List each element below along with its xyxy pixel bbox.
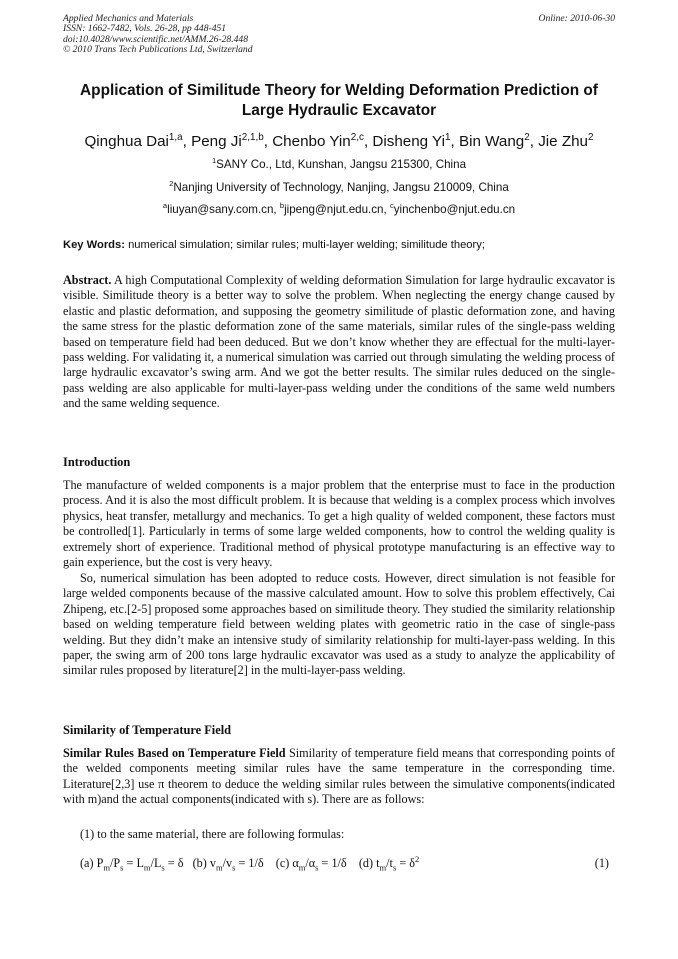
keywords: [63, 238, 615, 252]
abstract-label: Abstract.: [63, 273, 112, 287]
section-heading-similarity: Similarity of Temperature Field: [63, 723, 232, 737]
equation-body: (a) $P_m/P_s = L_m/L_s = \delta$ (b) $v_m/v_s = 1/\delta$ (c) $\alpha_m/\alpha_s = 1/\delta$ (d) $t_m/t_s = \delta^2$: [80, 853, 420, 873]
affiliation-1: $^1$SANY Co., Ltd, Kunshan, Jangsu 215300, China: [211, 156, 467, 171]
journal-meta: [63, 14, 615, 56]
author-6: Jie Zhu$^2$: [538, 131, 594, 150]
copyright: © 2010 Trans Tech Publications Ltd, Switzerland: [63, 44, 253, 56]
keywords-label: Key Words:: [63, 239, 125, 251]
equation-1: [80, 853, 615, 873]
keywords-text: numerical simulation; similar rules; multi-layer welding; similitude theory;: [124, 239, 485, 251]
abstract-text: A high Computational Complexity of welding deformation Simulation for large hydraulic excavator is visible. Similitude theory is a better way to solve the problem. When neglecting the energy change caused by elastic and plastic deformation, and supposing the geometry similitude of plastic deformation zone, and having the same stress for the plastic deformation zone of the same materials, similar rules of the single-pass welding based on temperature field had been deduced. But we don’t know whether they are effectual for the multi-layer-pass welding. For validating it, a numerical simulation was carried out through simulating the welding process of large hydraulic excavator’s swing arm. And we got the better results. The similar rules deduced on the single-pass welding are also applicable for multi-layer-pass welding under the conditions of the same weld numbers and the same welding sequence.: [63, 273, 615, 411]
doi: doi:10.4028/www.scientific.net/AMM.26-28.448: [63, 33, 249, 45]
paper-title: Application of Similitude Theory for Welding Deformation Prediction of Large Hydraulic Excavator: [80, 82, 598, 119]
subheading: Similar Rules Based on Temperature Field: [63, 746, 286, 760]
section-heading-introduction: Introduction: [63, 455, 131, 469]
author-1: Qinghua Dai$^{1,a}$,: [84, 131, 192, 150]
paragraph: So, numerical simulation has been adopted to reduce costs. However, direct simulation is not feasible for large welded components because of the massive calculated amount. How to solve this problem effectively, Cai Zhipeng, etc.[2-5] proposed some approaches based on similitude theory. They studied the similarity relationship based on welding temperature field between welding plates with geometric ratio in the case of single-pass welding. But they didn’t make an intensive study of similarity relationship for multi-layer-pass welding. In this paper, the swing arm of 200 tons large hydraulic excavator was used as a study to analyze the applicability of similar rules proposed by literature[2] in the multi-layer-pass welding.: [63, 571, 615, 678]
author-2: Peng Ji$^{2,1,b}$,: [191, 131, 273, 150]
author-5: Bin Wang$^2$,: [458, 131, 539, 150]
email-link[interactable]: yinchenbo@njut.edu.cn: [393, 203, 516, 216]
email-link[interactable]: jipeng@njut.edu.cn,: [284, 203, 390, 216]
author-4: Disheng Yi$^1$,: [372, 131, 459, 150]
paragraph: Similar Rules Based on Temperature Field Similarity of temperature field means that corresponding points of the welded components meeting similar rules have the same temperature in the corresponding time. Literature[2,3] use π theorem to deduce the welding similar rules between the simulative components(indicated with m)and the actual components(indicated with s). There are as follows:: [63, 746, 615, 807]
author-list: [63, 133, 615, 151]
online-date: Online: 2010-06-30: [538, 13, 615, 24]
author-emails: $^a$liuyan@sany.com.cn, $^b$jipeng@njut.edu.cn, $^c$yinchenbo@njut.edu.cn: [162, 201, 516, 216]
abstract: [63, 273, 615, 412]
journal-name: Applied Mechanics and Materials: [63, 13, 194, 24]
email-link[interactable]: liuyan@sany.com.cn,: [167, 203, 280, 216]
affiliation-2: $^2$Nanjing University of Technology, Nanjing, Jangsu 210009, China: [169, 179, 509, 194]
paragraph: The manufacture of welded components is a major problem that the enterprise must to face in the production process. And it is also the most difficult problem. It is because that welding is a complex process which involves physics, heat transfer, metallurgy and mechanics. To get a high quality of welded component, these factors must be controlled[1]. Particularly in terms of some large welded components, how to control the welding quality is extremely short of experience. Traditional method of physical prototype manufacturing is an effective way to gain experience, but the cost is very heavy.: [63, 478, 615, 570]
list-item: (1) to the same material, there are following formulas:: [80, 827, 345, 841]
equation-number: (1): [594, 856, 609, 870]
author-3: Chenbo Yin$^{2,c}$,: [272, 131, 373, 150]
issn: ISSN: 1662-7482, Vols. 26-28, pp 448-451: [63, 23, 227, 35]
